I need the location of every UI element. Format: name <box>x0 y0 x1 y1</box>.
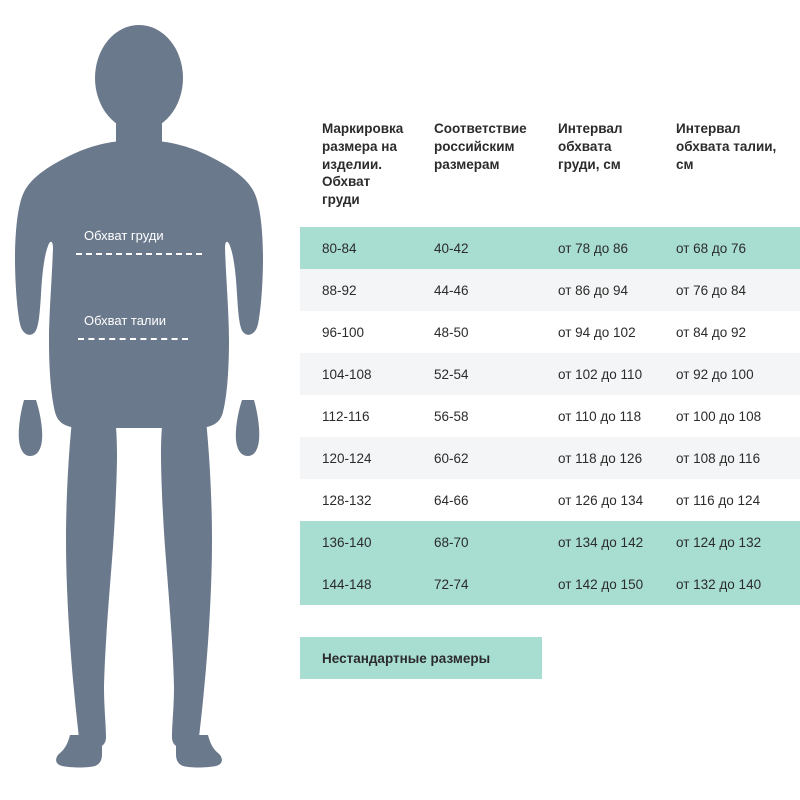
cell-waist-range: от 132 до 140 <box>654 563 800 605</box>
cell-russian-size: 56-58 <box>412 395 536 437</box>
column-header-chest-range: Интервал обхвата груди, см <box>558 121 623 172</box>
cell-waist-range: от 108 до 116 <box>654 437 800 479</box>
cell-waist-range: от 84 до 92 <box>654 311 800 353</box>
cell-chest-range: от 134 до 142 <box>536 521 654 563</box>
size-table-panel <box>300 0 800 800</box>
table-row <box>300 563 800 605</box>
size-table-head <box>300 110 800 227</box>
cell-marking: 104-108 <box>300 353 412 395</box>
table-row <box>300 395 800 437</box>
cell-russian-size: 44-46 <box>412 269 536 311</box>
size-table <box>300 110 800 605</box>
cell-chest-range: от 110 до 118 <box>536 395 654 437</box>
table-row <box>300 269 800 311</box>
cell-waist-range: от 116 до 124 <box>654 479 800 521</box>
cell-russian-size: 40-42 <box>412 227 536 269</box>
table-row <box>300 479 800 521</box>
size-table-body <box>300 227 800 605</box>
table-row <box>300 311 800 353</box>
table-header-row <box>300 110 800 227</box>
cell-chest-range: от 78 до 86 <box>536 227 654 269</box>
cell-chest-range: от 86 до 94 <box>536 269 654 311</box>
cell-waist-range: от 76 до 84 <box>654 269 800 311</box>
cell-waist-range: от 68 до 76 <box>654 227 800 269</box>
cell-marking: 120-124 <box>300 437 412 479</box>
cell-russian-size: 52-54 <box>412 353 536 395</box>
cell-chest-range: от 94 до 102 <box>536 311 654 353</box>
cell-waist-range: от 100 до 108 <box>654 395 800 437</box>
cell-marking: 144-148 <box>300 563 412 605</box>
cell-marking: 88-92 <box>300 269 412 311</box>
waist-measure-label: Обхват талии <box>84 313 167 328</box>
nonstandard-sizes-label: Нестандартные размеры <box>322 650 491 666</box>
cell-marking: 96-100 <box>300 311 412 353</box>
table-row <box>300 437 800 479</box>
column-header-marking: Маркировка размера на изделии. Обхват груди <box>322 121 404 208</box>
chest-measure-label: Обхват груди <box>84 228 164 243</box>
cell-chest-range: от 118 до 126 <box>536 437 654 479</box>
column-header-russian-size: Соответствие российским размерам <box>434 121 527 172</box>
cell-chest-range: от 126 до 134 <box>536 479 654 521</box>
cell-marking: 80-84 <box>300 227 412 269</box>
cell-russian-size: 68-70 <box>412 521 536 563</box>
cell-waist-range: от 92 до 100 <box>654 353 800 395</box>
cell-waist-range: от 124 до 132 <box>654 521 800 563</box>
chest-measure-line <box>76 253 202 255</box>
column-header-waist-range: Интервал обхвата талии, см <box>676 121 777 172</box>
cell-marking: 128-132 <box>300 479 412 521</box>
cell-russian-size: 64-66 <box>412 479 536 521</box>
cell-chest-range: от 102 до 110 <box>536 353 654 395</box>
cell-chest-range: от 142 до 150 <box>536 563 654 605</box>
table-row <box>300 353 800 395</box>
nonstandard-sizes-note <box>300 637 542 679</box>
body-figure-panel <box>0 0 300 800</box>
table-row <box>300 521 800 563</box>
cell-russian-size: 72-74 <box>412 563 536 605</box>
table-row <box>300 227 800 269</box>
cell-marking: 136-140 <box>300 521 412 563</box>
male-body-silhouette-icon <box>0 0 300 800</box>
cell-marking: 112-116 <box>300 395 412 437</box>
waist-measure-line <box>78 338 188 340</box>
cell-russian-size: 48-50 <box>412 311 536 353</box>
cell-russian-size: 60-62 <box>412 437 536 479</box>
